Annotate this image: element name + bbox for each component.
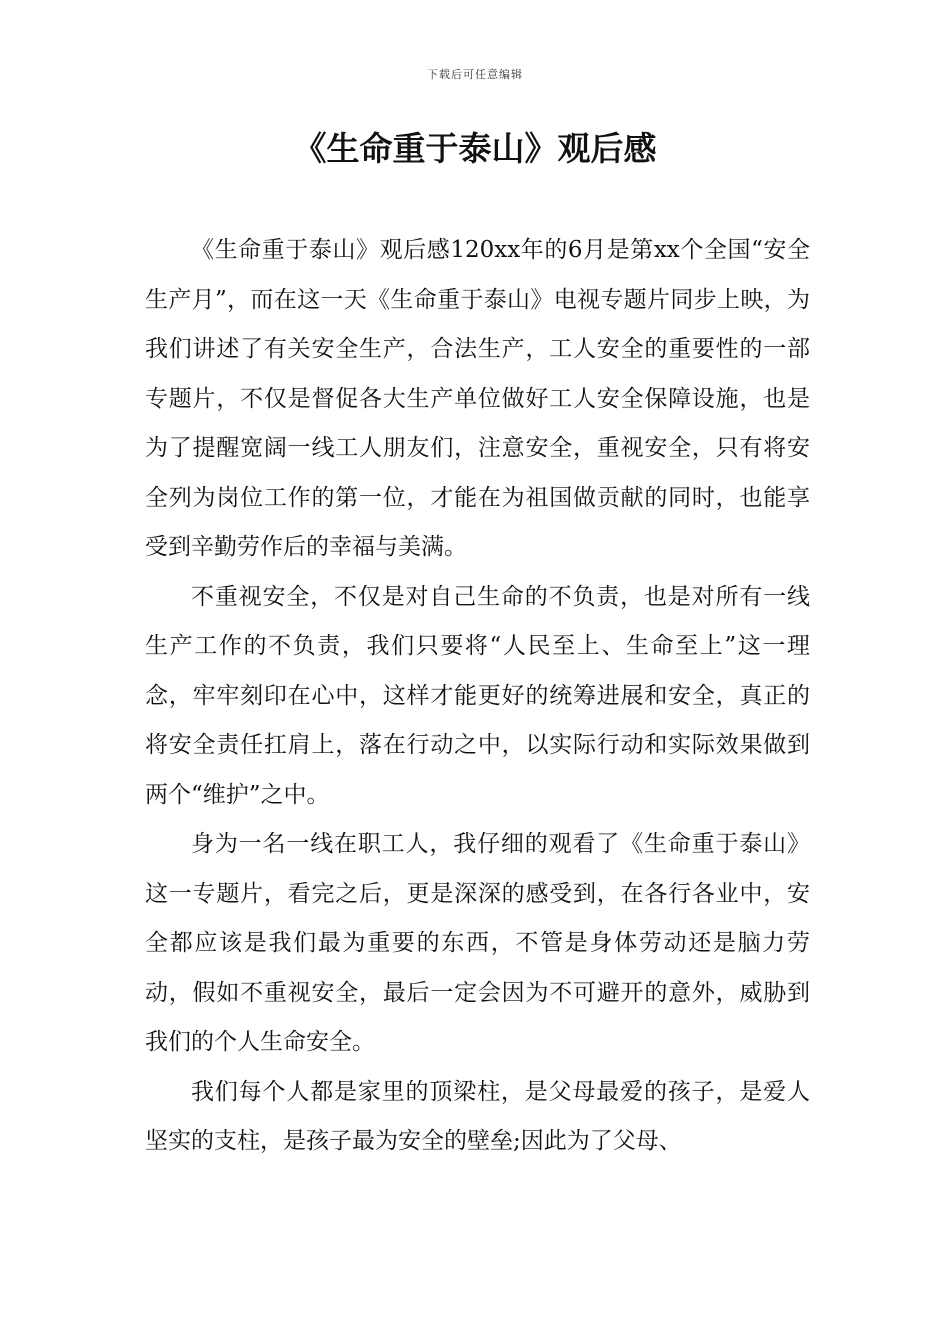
document-body: [145, 226, 810, 1167]
paragraph-2: 不重视安全，不仅是对自己生命的不负责，也是对所有一线生产工作的不负责，我们只要将“人民至上、生命至上”这一理念，牢牢刻印在心中，这样才能更好的统筹进展和安全，真正的将安全责任扛肩上，落在行动之中，以实际行动和实际效果做到两个“维护”之中。: [145, 583, 810, 808]
document-title: 《生命重于泰山》观后感: [293, 129, 657, 168]
paragraph-1: 《生命重于泰山》观后感120xx年的6月是第xx个全国“安全生产月”，而在这一天《生命重于泰山》电视专题片同步上映，为我们讲述了有关安全生产，合法生产，工人安全的重要性的一部专题片，不仅是督促各大生产单位做好工人安全保障设施，也是为了提醒宽阔一线工人朋友们，注意安全，重视安全，只有将安全列为岗位工作的第一位，才能在为祖国做贡献的同时，也能享受到辛勤劳作后的幸福与美满。: [145, 237, 810, 560]
header-note: 下载后可任意编辑: [427, 68, 523, 81]
paragraph-4: 我们每个人都是家里的顶梁柱，是父母最爱的孩子，是爱人坚实的支柱，是孩子最为安全的壁垒;因此为了父母、: [145, 1078, 810, 1154]
paragraph-3: 身为一名一线在职工人，我仔细的观看了《生命重于泰山》这一专题片，看完之后，更是深深的感受到，在各行各业中，安全都应该是我们最为重要的东西，不管是身体劳动还是脑力劳动，假如不重视安全，最后一定会因为不可避开的意外，威胁到我们的个人生命安全。: [145, 831, 810, 1055]
